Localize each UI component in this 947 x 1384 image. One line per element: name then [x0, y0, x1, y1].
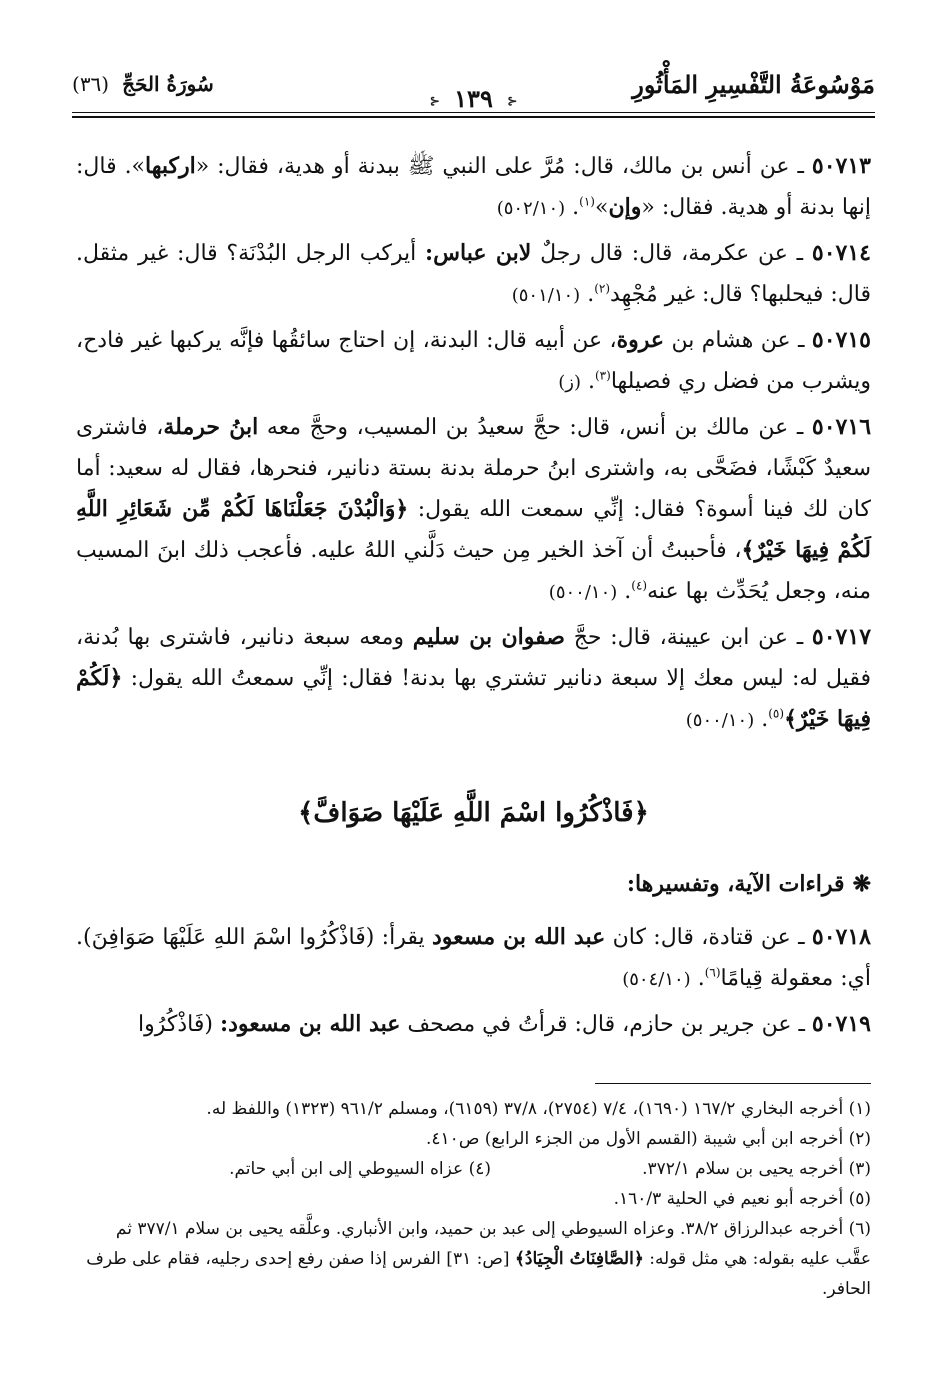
section-title: قراءات الآية، وتفسيرها:	[626, 871, 845, 897]
entry-text: ـ عن عكرمة، قال: قال رجلٌ	[531, 241, 812, 266]
entry-bold: عروة	[616, 327, 665, 353]
entry-text: ـ عن جرير بن حازم، قال: قرأتُ في مصحف	[400, 1012, 812, 1037]
entry-50718	[76, 917, 871, 1000]
star-ornament-icon: ❋	[852, 871, 871, 897]
entry-text: ـ عن ابن عيينة، قال: حجَّ	[564, 625, 812, 650]
page-ornament-right: ⊰	[507, 93, 518, 108]
footnote-row-3-4	[76, 1154, 871, 1184]
entry-text: .	[580, 369, 595, 394]
entry-text: .	[754, 707, 769, 732]
entry-text: ، عن أبيه قال: البدنة، إن احتاج سائقُها فإنَّه يركبها غير فادح، ويشرب من فضل ري فصيلها	[76, 328, 871, 394]
entry-bold: عبد الله بن مسعود	[431, 924, 606, 950]
entry-text: ومعه سبعة دنانير، فاشترى بها بُدنة، فقيل له: ليس معك إلا سبعة دنانير تشتري بها بدنة! فقال: إنِّي سمعتُ الله يقول:	[76, 625, 871, 691]
volume-reference: (٥٠٤/١٠)	[622, 969, 691, 990]
entry-50715	[76, 320, 871, 403]
entry-50719	[76, 1004, 871, 1045]
footnote-4: (٤) عزاه السيوطي إلى ابن أبي حاتم.	[229, 1159, 491, 1179]
entry-text: ـ عن قتادة، قال: كان	[605, 925, 812, 950]
quran-quote: ﴿لَكُمْ فِيهَا خَيْرٌ﴾	[76, 665, 871, 732]
footnote-marker: (٣)	[594, 368, 611, 383]
volume-reference: (٥٠٠/١٠)	[548, 582, 618, 603]
entry-text: أيركب الرجل البُدْنَة؟ قال: غير مثقل. قال: فيحلبها؟ قال: غير مُجْهِد	[76, 241, 871, 307]
entry-number: ٥٠٧١٤	[811, 240, 871, 266]
entry-text: .	[690, 966, 705, 991]
entry-number: ٥٠٧١٣	[811, 153, 871, 179]
entry-bold: ابنُ حرملة	[163, 414, 259, 440]
footnote-marker: (١)	[579, 194, 595, 209]
entry-50713	[76, 146, 871, 229]
footnote-marker: (٥)	[768, 706, 785, 721]
entry-text: .	[617, 579, 632, 604]
entry-number: ٥٠٧١٩	[811, 1011, 871, 1037]
footnote-text: (٦) أخرجه عبدالرزاق ٣٨/٢. وعزاه السيوطي إلى عبد بن حميد، وابن الأنباري. وعلَّقه يحيى بن سلام ٣٧٧/١ ثم عقَّب عليه بقوله: هي مثل قوله:	[115, 1219, 871, 1269]
entry-text: (فَاذْكُرُوا	[138, 1012, 220, 1037]
entry-text: »	[594, 195, 609, 220]
entry-text: ». قال: إنها بدنة أو هدية. فقال: «	[76, 154, 871, 220]
entry-bold: اركبها	[145, 153, 196, 179]
footnote-marker: (٢)	[594, 281, 611, 296]
page-number: ١٣٩	[454, 84, 493, 113]
footnote-3: (٣) أخرجه يحيى بن سلام ٣٧٢/١.	[642, 1159, 871, 1179]
entry-50717	[76, 617, 871, 741]
footnote-1: (١) أخرجه البخاري ١٦٧/٢ (١٦٩٠)، ٧/٤ (٢٧٥٤)، ٣٧/٨ (٦١٥٩)، ومسلم ٩٦١/٢ (١٣٢٣) واللفظ له.	[206, 1099, 871, 1119]
quran-quote: ﴿الصَّافِنَاتُ الْجِيَادُ﴾	[514, 1249, 644, 1269]
footnote-separator	[595, 1083, 871, 1084]
running-header	[72, 70, 875, 113]
footnote-2: (٢) أخرجه ابن أبي شيبة (القسم الأول من الجزء الرابع) ص٤١٠.	[426, 1129, 871, 1149]
entry-text: ـ عن أنس بن مالك، قال: مُرَّ على النبي ﷺ ببدنة أو هدية، فقال: «	[195, 154, 812, 179]
entry-text: ـ عن هشام بن	[664, 328, 812, 353]
surah-label	[72, 72, 214, 96]
entry-number: ٥٠٧١٧	[811, 624, 872, 650]
entry-number: ٥٠٧١٦	[811, 414, 872, 440]
verse-heading: ﴿فَاذْكُرُوا اسْمَ اللَّهِ عَلَيْهَا صَوَافَّ﴾	[298, 798, 649, 828]
page-number-group	[424, 84, 524, 113]
entry-text: ، فأحببتُ أن آخذ الخير مِن حيث دَلَّني اللهُ عليه. فأعجب ذلك ابنَ المسيب منه، وجعل يُحَدِّث بها عنه	[76, 538, 871, 604]
entry-number: ٥٠٧١٥	[811, 327, 871, 353]
book-title: مَوْسُوعَةُ التَّفْسِيرِ المَأْثُورِ	[632, 70, 875, 99]
entry-bold: صفوان بن سليم	[412, 624, 565, 650]
quran-quote: ﴿وَالْبُدْنَ جَعَلْنَاهَا لَكُمْ مِّن شَعَائِرِ اللَّهِ لَكُمْ فِيهَا خَيْرٌ﴾	[76, 496, 871, 563]
main-text	[76, 146, 871, 1049]
header-rule-thick	[72, 116, 875, 118]
entry-text: ، فاشترى سعيدٌ كَبْشًا، فضَحَّى به، واشترى ابنُ حرملة بدنة بستة دنانير، فنحرها، فقال له سعيد: أما كان لك فينا أسوة؟ فقال: إنِّي سمعت الله يقول:	[76, 415, 871, 522]
volume-reference: (ز)	[558, 372, 581, 393]
entry-number: ٥٠٧١٨	[811, 924, 871, 950]
footnote-5: (٥) أخرجه أبو نعيم في الحلية ١٦٠/٣.	[613, 1189, 871, 1209]
surah-name: سُورَةُ الحَجِّ	[122, 72, 214, 96]
entry-bold: لابن عباس:	[425, 240, 532, 266]
volume-reference: (٥٠٢/١٠)	[496, 198, 566, 219]
section-heading	[76, 864, 871, 905]
footnote-text: [ص: ٣١] الفرس إذا صفن رفع إحدى رجليه، فقام على طرف الحافر.	[86, 1249, 871, 1299]
volume-reference: (٥٠١/١٠)	[511, 285, 581, 306]
footnote-6	[76, 1214, 871, 1304]
entry-text: .	[580, 282, 595, 307]
surah-number: (٣٦)	[72, 72, 110, 96]
volume-reference: (٥٠٠/١٠)	[685, 710, 755, 731]
entry-text: يقرأ: (فَاذْكُرُوا اسْمَ اللهِ عَلَيْهَا صَوَافِنَ). أي: معقولة قِيامًا	[76, 925, 871, 991]
page-ornament-left: ⊰	[429, 93, 440, 108]
entry-text: ـ عن مالك بن أنس، قال: حجَّ سعيدُ بن المسيب، وحجَّ معه	[258, 415, 812, 440]
header-rule-thin	[72, 112, 875, 113]
entry-bold: عبد الله بن مسعود:	[219, 1011, 401, 1037]
entry-text: .	[565, 195, 580, 220]
entry-50716	[76, 407, 871, 613]
entry-50714	[76, 233, 871, 316]
footnote-marker: (٤)	[631, 578, 648, 593]
footnotes	[76, 1094, 871, 1304]
entry-bold: وإن	[608, 194, 642, 220]
footnote-marker: (٦)	[704, 965, 721, 980]
